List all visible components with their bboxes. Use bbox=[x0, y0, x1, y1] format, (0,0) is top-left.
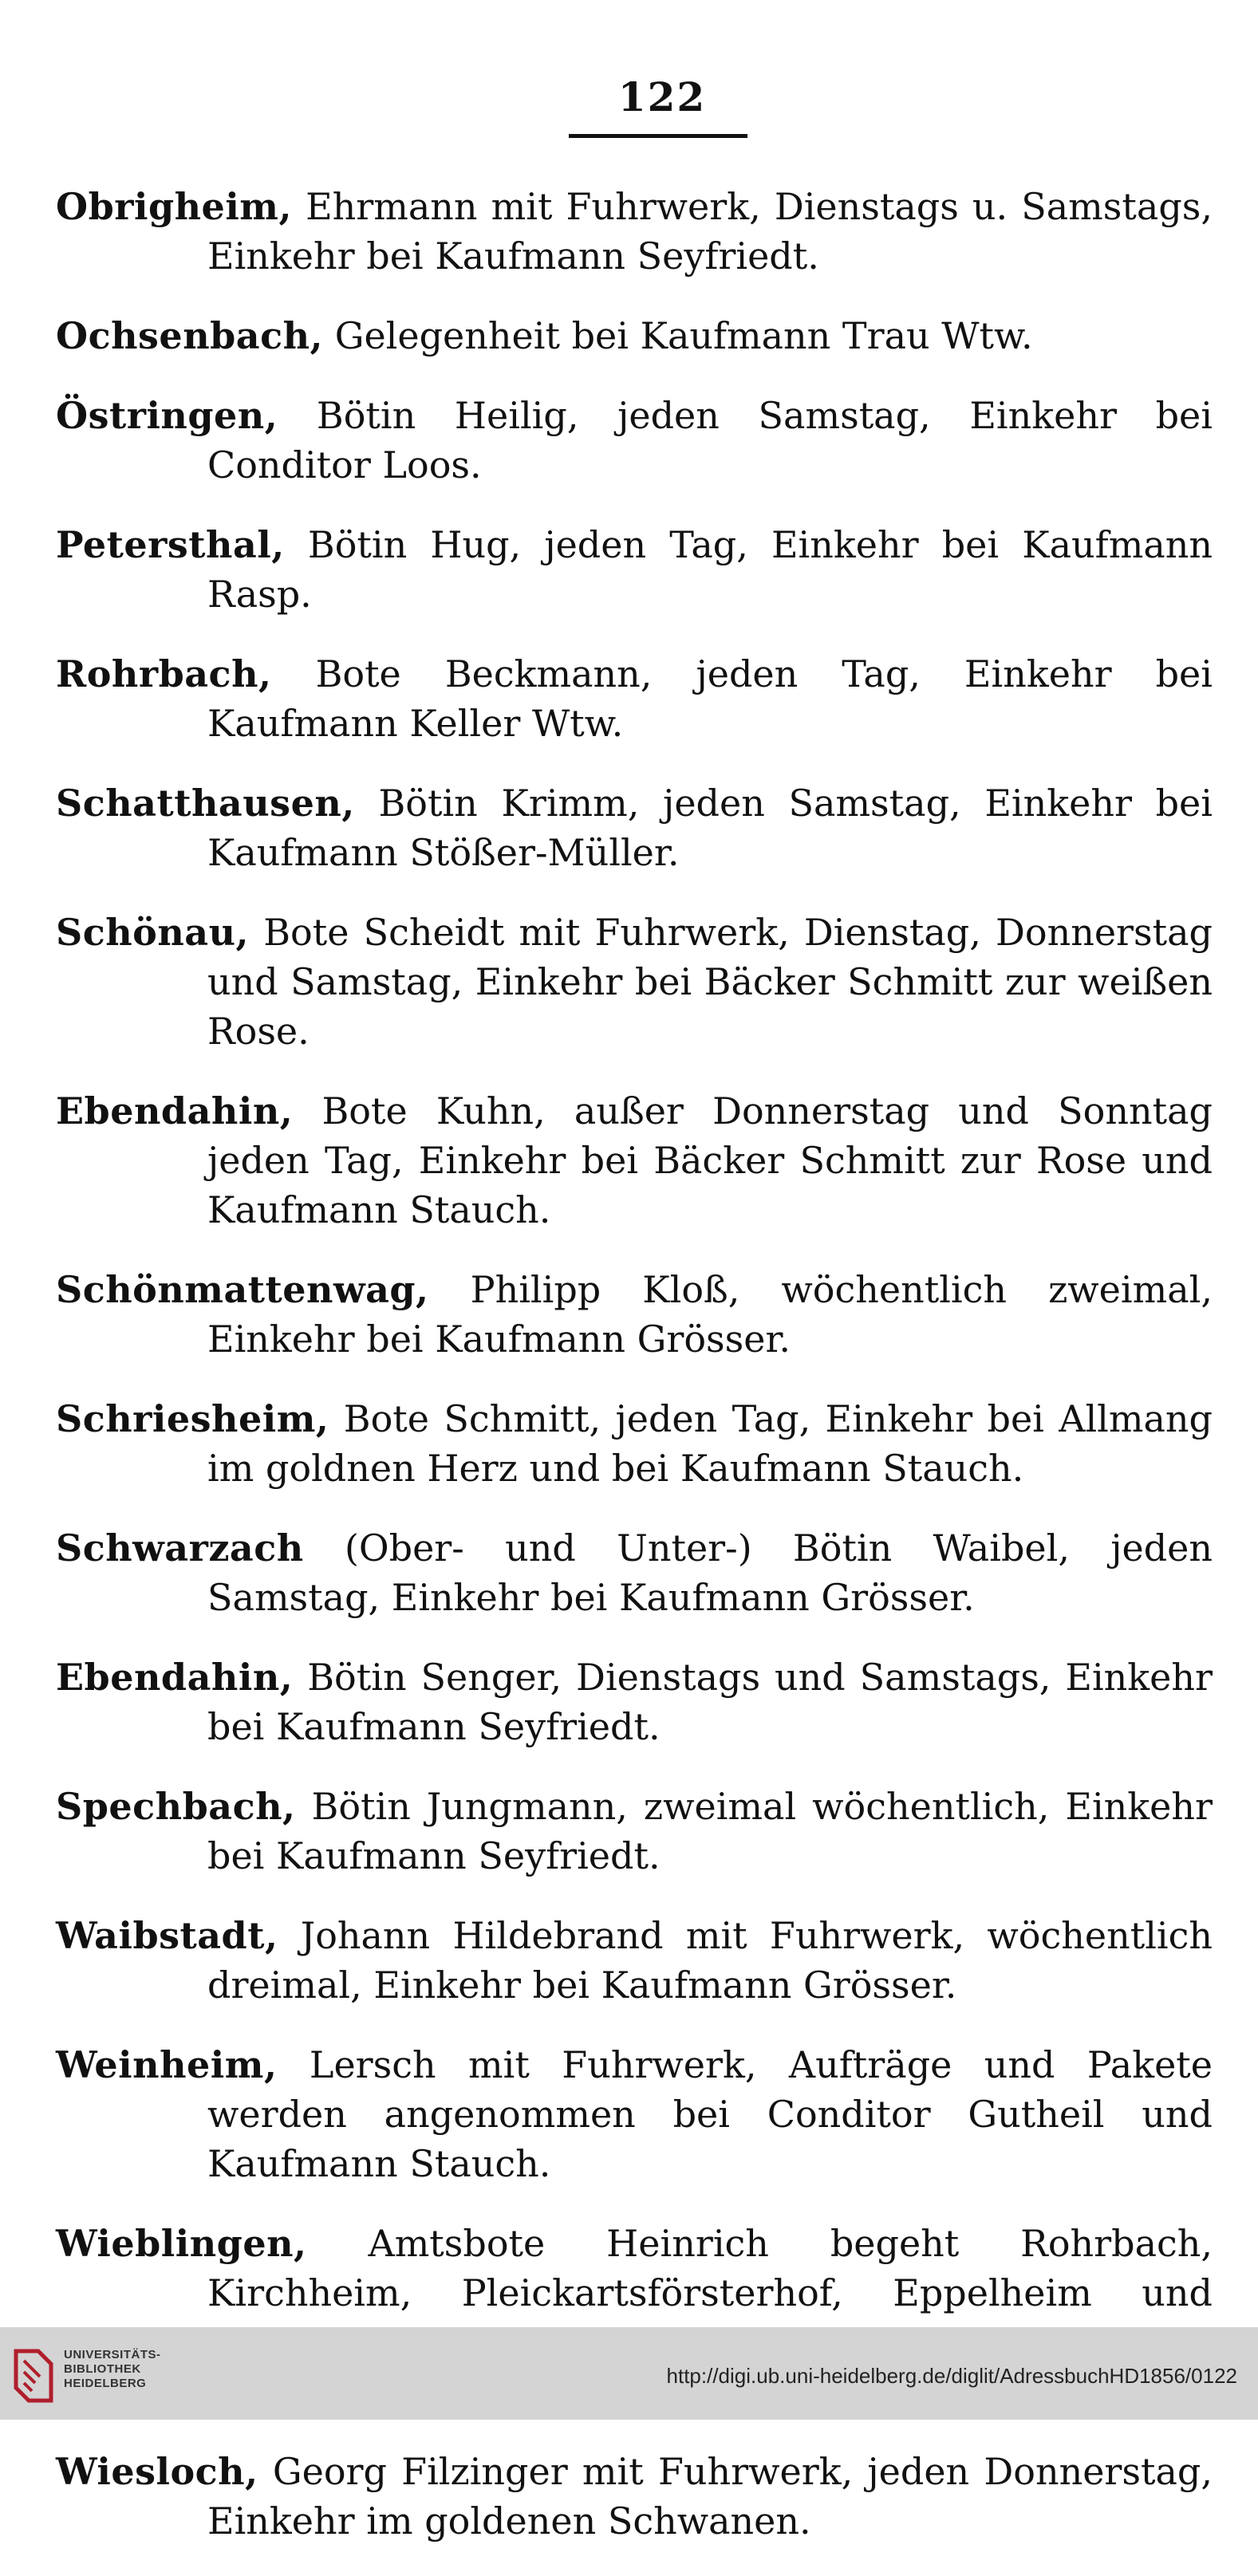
entry-detail: Bötin Hug, jeden Tag, Einkehr bei Kaufmann Rasp. bbox=[207, 523, 1213, 616]
directory-entry bbox=[56, 1394, 1213, 1493]
entry-place: Ochsenbach, bbox=[56, 314, 324, 357]
entry-place: Petersthal, bbox=[56, 523, 285, 566]
entry-place: Rohrbach, bbox=[56, 652, 272, 695]
directory-entry bbox=[56, 391, 1213, 490]
entry-detail: Gelegenheit bei Kaufmann Trau Wtw. bbox=[334, 314, 1033, 357]
entry-place: Wiesloch, bbox=[56, 2450, 258, 2493]
directory-entry bbox=[56, 2040, 1213, 2188]
entry-detail: Amtsbote Heinrich begeht Rohrbach, Kirchheim, Pleickartsförsterhof, Eppelheim und bbox=[207, 2222, 1213, 2314]
directory-entry bbox=[56, 2447, 1213, 2546]
page-number-rule bbox=[569, 134, 747, 138]
entry-place: Ebendahin, bbox=[56, 1089, 294, 1132]
entry-detail: Ehrmann mit Fuhrwerk, Dienstags u. Samstags, Einkehr bei Kaufmann Seyfriedt. bbox=[207, 185, 1213, 278]
directory-entry bbox=[56, 778, 1213, 877]
entry-place: Spechbach, bbox=[56, 1785, 296, 1828]
entry-place: Schönmattenwag, bbox=[56, 1268, 429, 1311]
entry-place: Waibstadt, bbox=[56, 1914, 278, 1957]
entry-place: Obrigheim, bbox=[56, 185, 292, 228]
directory-entry bbox=[56, 1086, 1213, 1235]
logo-line-3: HEIDELBERG bbox=[64, 2377, 147, 2390]
directory-entry bbox=[56, 1265, 1213, 1364]
entry-detail: Georg Filzinger mit Fuhrwerk, jeden Donnerstag, Einkehr im goldenen Schwanen. bbox=[207, 2450, 1213, 2543]
directory-entry bbox=[56, 1782, 1213, 1881]
page-number: 122 bbox=[617, 73, 707, 120]
library-seal-icon bbox=[11, 2346, 56, 2405]
directory-entry bbox=[56, 182, 1213, 281]
entry-place: Schriesheim, bbox=[56, 1397, 329, 1440]
entry-detail: Bötin Heilig, jeden Samstag, Einkehr bei Conditor Loos. bbox=[207, 394, 1213, 486]
entry-detail: Bötin Senger, Dienstags und Samstags, Einkehr bei Kaufmann Seyfriedt. bbox=[207, 1656, 1213, 1748]
entry-detail: Bote Kuhn, außer Donnerstag und Sonntag jeden Tag, Einkehr bei Bäcker Schmitt zur Rose und Kaufmann Stauch. bbox=[207, 1089, 1213, 1231]
entry-detail: (Ober- und Unter-) Bötin Waibel, jeden Samstag, Einkehr bei Kaufmann Grösser. bbox=[207, 1526, 1213, 1619]
logo-wordmark bbox=[64, 2348, 161, 2391]
entry-detail: Bötin Jungmann, zweimal wöchentlich, Einkehr bei Kaufmann Seyfriedt. bbox=[207, 1785, 1213, 1877]
entry-detail: Johann Hildebrand mit Fuhrwerk, wöchentlich dreimal, Einkehr bei Kaufmann Grösser. bbox=[207, 1914, 1213, 2007]
entry-detail: Lersch mit Fuhrwerk, Aufträge und Pakete werden angenommen bei Conditor Gutheil und Kaufmann Stauch. bbox=[207, 2043, 1213, 2185]
library-footer-bar bbox=[0, 2327, 1258, 2420]
directory-entry bbox=[56, 1523, 1213, 1622]
directory-entry bbox=[56, 520, 1213, 619]
digital-copy-url[interactable]: http://digi.ub.uni-heidelberg.de/diglit/AdressbuchHD1856/0122 bbox=[666, 2364, 1237, 2388]
directory-entry bbox=[56, 908, 1213, 1056]
entry-place: Ebendahin, bbox=[56, 1656, 294, 1699]
entry-place: Schönau, bbox=[56, 911, 250, 954]
entry-place: Schatthausen, bbox=[56, 782, 355, 825]
logo-line-2: BIBLIOTHEK bbox=[64, 2362, 141, 2376]
directory-entry bbox=[56, 1652, 1213, 1751]
messenger-directory-list bbox=[56, 182, 1213, 2576]
directory-entry bbox=[56, 649, 1213, 748]
entry-place: Weinheim, bbox=[56, 2043, 278, 2086]
entry-place: Schwarzach bbox=[56, 1526, 304, 1570]
entry-detail: Bötin Krimm, jeden Samstag, Einkehr bei Kaufmann Stößer-Müller. bbox=[207, 782, 1213, 874]
directory-entry bbox=[56, 311, 1213, 360]
entry-place: Östringen, bbox=[56, 394, 278, 437]
logo-line-1: UNIVERSITÄTS- bbox=[64, 2348, 161, 2361]
entry-detail: Bote Beckmann, jeden Tag, Einkehr bei Kaufmann Keller Wtw. bbox=[207, 652, 1213, 745]
university-library-logo[interactable] bbox=[11, 2340, 171, 2412]
entry-detail: Bote Scheidt mit Fuhrwerk, Dienstag, Donnerstag und Samstag, Einkehr bei Bäcker Schmitt zur weißen Rose. bbox=[207, 911, 1213, 1053]
entry-detail: Philipp Kloß, wöchentlich zweimal, Einkehr bei Kaufmann Grösser. bbox=[207, 1268, 1213, 1361]
entry-place: Wieblingen, bbox=[56, 2222, 307, 2265]
entry-detail: Bote Schmitt, jeden Tag, Einkehr bei Allmang im goldnen Herz und bei Kaufmann Stauch. bbox=[207, 1397, 1213, 1490]
directory-entry bbox=[56, 1911, 1213, 2010]
